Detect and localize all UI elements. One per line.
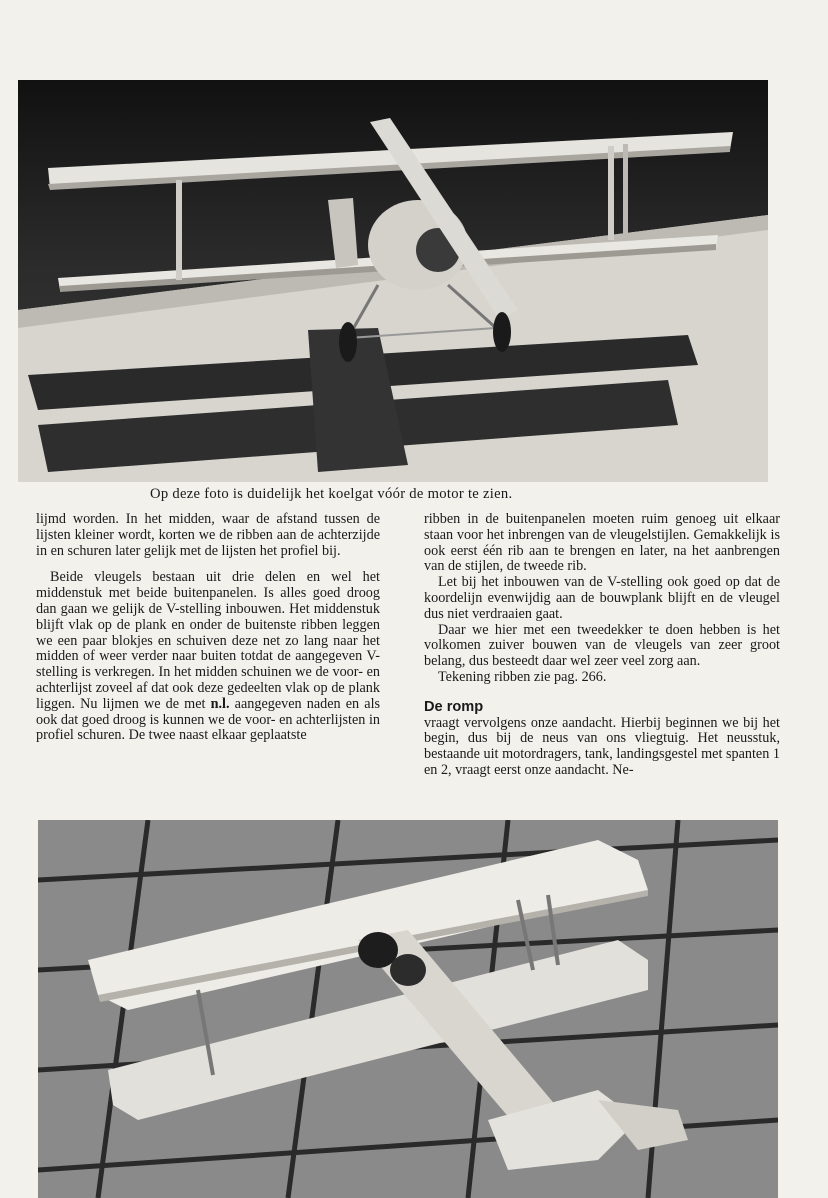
paragraph-text: aangegeven naden en als ook dat goed droog is kunnen we de voor- en achterlijsten in profiel schuren. De twee naast elkaar geplaatste — [36, 695, 381, 744]
section-heading: De romp — [424, 698, 484, 715]
text-column-right — [424, 512, 780, 779]
paragraph: Tekening ribben zie pag. 266. — [438, 668, 607, 685]
text-column-left — [36, 512, 380, 744]
photo-biplane-top — [38, 820, 778, 1198]
paragraph: lijmd worden. In het midden, waar de afstand tussen de lijsten kleiner wordt, korten we de ribben aan de achterzijde in en schuren later gelijk met de lijsten het profiel bij. — [36, 511, 380, 559]
paragraph: ribben in de buitenpanelen moeten ruim genoeg uit elkaar staan voor het inbrengen van de vleugelstijlen. Gemakkelijk is ook eerst één rib aan te brengen en later, na het aanbrengen van de stijlen, de tweede rib. — [424, 511, 780, 575]
photo-caption: Op deze foto is duidelijk het koelgat vóór de motor te zien. — [150, 486, 513, 502]
paragraph-text: Beide vleugels bestaan uit drie delen en wel het middenstuk met beide buitenpanelen. Is alles goed droog dan gaan we gelijk de V-stelling inbouwen. Het middenstuk blijft vlak op de plank en onder de buitenste ribben leggen we een paar blokjes en schuiven deze net zo lang naar het midden of weer verder naar buiten totdat de aangegeven V-stelling is verkregen. In het midden schuinen we de voor- en achterlijst zoveel af dat ook deze gedeelten vlak op de plank liggen. Nu lijmen we de met — [36, 569, 380, 712]
paragraph: Daar we hier met een tweedekker te doen hebben is het volkomen zuiver bouwen van de vleugels van zeer groot belang, dus besteedt daar wel zeer veel zorg aan. — [424, 621, 780, 670]
paragraph: vraagt vervolgens onze aandacht. Hierbij beginnen we bij het begin, dus bij de neus van ons vliegtuig. Het neusstuk, bestaande uit motordragers, tank, landingsgestel met spanten 1 en 2, vraagt eerst onze aandacht. Ne- — [424, 714, 780, 778]
paragraph — [36, 570, 380, 744]
photo-biplane-front — [18, 80, 768, 482]
paragraph: Let bij het inbouwen van de V-stelling ook goed op dat de koordelijn evenwijdig aan de bouwplank blijft en de vleugel dus niet verdraaien gaat. — [424, 574, 780, 622]
bold-term: n.l. — [210, 695, 230, 712]
